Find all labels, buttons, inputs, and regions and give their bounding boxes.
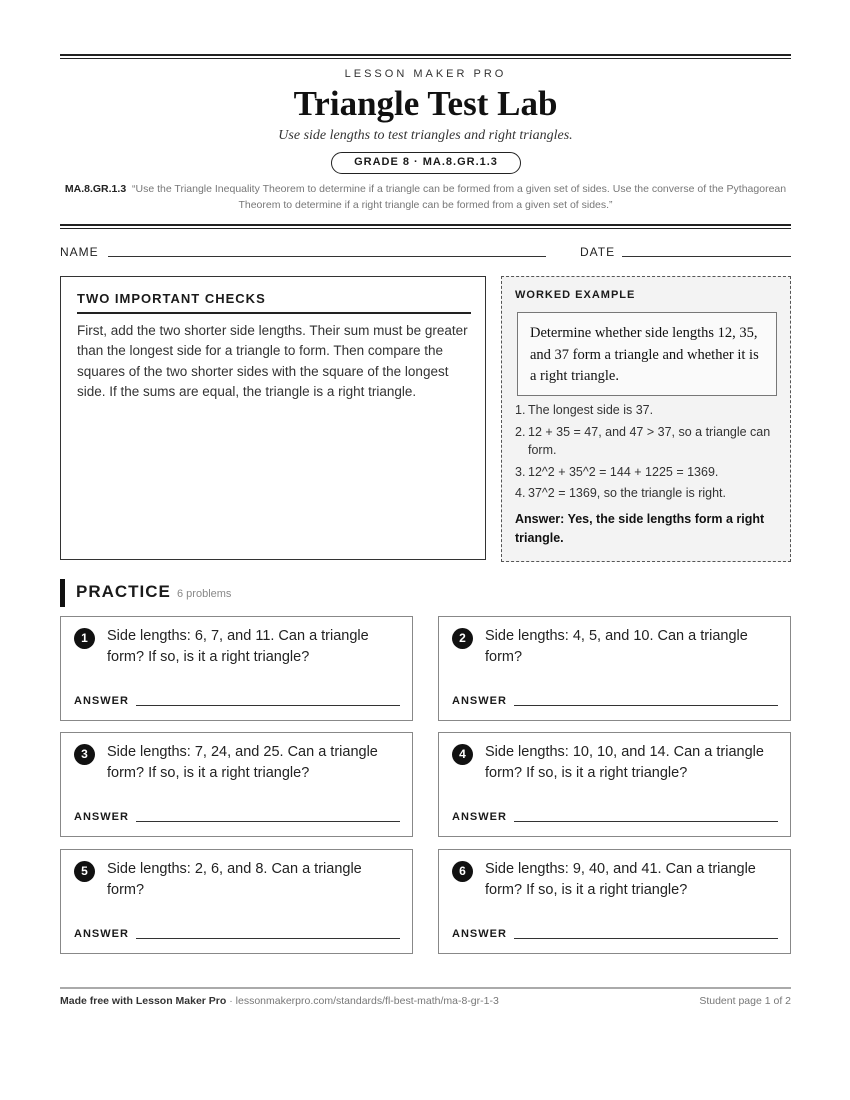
worked-step: 4. 37^2 = 1369, so the triangle is right. (515, 486, 727, 500)
answer-field[interactable] (514, 938, 778, 939)
footer-credit (60, 995, 499, 1007)
practice-problem-card (438, 732, 791, 837)
practice-problem-card (60, 616, 413, 721)
footer-made-with: Made free with Lesson Maker Pro (60, 995, 227, 1007)
worked-steps (515, 401, 780, 506)
page-number: Student page 1 of 2 (699, 995, 791, 1007)
standard-description (60, 181, 791, 213)
worked-example-box (501, 276, 791, 562)
important-checks-box (60, 276, 486, 560)
problem-text: Side lengths: 2, 6, and 8. Can a triangle form? (107, 861, 362, 898)
checks-divider (77, 312, 471, 314)
answer-label: ANSWER (452, 811, 507, 823)
page-subtitle: Use side lengths to test triangles and right triangles. (278, 128, 573, 143)
header-bottom-rule (60, 224, 791, 229)
practice-accent-bar (60, 579, 65, 607)
practice-problem-card (438, 849, 791, 954)
problem-number-badge: 2 (452, 628, 473, 649)
worked-example-heading: WORKED EXAMPLE (515, 289, 636, 301)
worked-answer: Answer: Yes, the side lengths form a right triangle. (515, 512, 765, 545)
worked-step: 3. 12^2 + 35^2 = 144 + 1225 = 1369. (515, 464, 719, 479)
checks-text: First, add the two shorter side lengths. Their sum must be greater than the longest side for a triangle to form. Then compare the squares of the two shorter sides with the square of the longest side. If the sums are equal, the triangle is a right triangle. (77, 323, 468, 400)
problem-number-badge: 3 (74, 744, 95, 765)
date-label: DATE (580, 245, 616, 259)
problem-number-badge: 1 (74, 628, 95, 649)
name-label: NAME (60, 245, 99, 259)
header-top-rule (60, 54, 791, 59)
answer-field[interactable] (136, 821, 400, 822)
problem-text: Side lengths: 9, 40, and 41. Can a triangle form? If so, is it a right triangle? (485, 861, 756, 898)
answer-field[interactable] (136, 938, 400, 939)
footer-url[interactable]: · lessonmakerpro.com/standards/fl-best-math/ma-8-gr-1-3 (226, 995, 499, 1007)
date-field[interactable] (622, 256, 791, 257)
practice-problem-card (60, 732, 413, 837)
worked-step: 1. The longest side is 37. (515, 403, 654, 417)
answer-label: ANSWER (452, 695, 507, 707)
problem-number-badge: 6 (452, 861, 473, 882)
footer-rule (60, 987, 791, 989)
practice-problem-card (438, 616, 791, 721)
problem-number-badge: 4 (452, 744, 473, 765)
name-field[interactable] (108, 256, 546, 257)
answer-field[interactable] (514, 821, 778, 822)
answer-label: ANSWER (74, 811, 129, 823)
problem-number-badge: 5 (74, 861, 95, 882)
problem-text: Side lengths: 10, 10, and 14. Can a triangle form? If so, is it a right triangle? (485, 744, 764, 781)
answer-label: ANSWER (74, 695, 129, 707)
brand-label: LESSON MAKER PRO (344, 68, 507, 80)
grade-badge: GRADE 8 · MA.8.GR.1.3 (331, 152, 521, 174)
answer-label: ANSWER (452, 928, 507, 940)
standard-code: MA.8.GR.1.3 (64, 183, 127, 195)
answer-field[interactable] (136, 705, 400, 706)
answer-label: ANSWER (74, 928, 129, 940)
standard-text: “Use the Triangle Inequality Theorem to determine if a triangle can be formed from a given set of sides. Use the converse of the Pythagorean Theorem to determine if a right triangle can be formed from a given set of sides.” (132, 183, 787, 211)
answer-field[interactable] (514, 705, 778, 706)
worked-step: 2. 12 + 35 = 47, and 47 > 37, so a triangle can form. (515, 424, 771, 457)
problem-text: Side lengths: 6, 7, and 11. Can a triangle form? If so, is it a right triangle? (107, 628, 369, 665)
checks-heading: TWO IMPORTANT CHECKS (77, 291, 266, 306)
page-title: Triangle Test Lab (293, 84, 558, 123)
worked-problem: Determine whether side lengths 12, 35, and 37 form a triangle and whether it is a right triangle. (517, 312, 777, 396)
practice-problem-card (60, 849, 413, 954)
practice-count: 6 problems (177, 588, 232, 600)
problem-text: Side lengths: 7, 24, and 25. Can a triangle form? If so, is it a right triangle? (107, 744, 378, 781)
problem-text: Side lengths: 4, 5, and 10. Can a triangle form? (485, 628, 748, 665)
practice-heading: PRACTICE (76, 582, 171, 601)
